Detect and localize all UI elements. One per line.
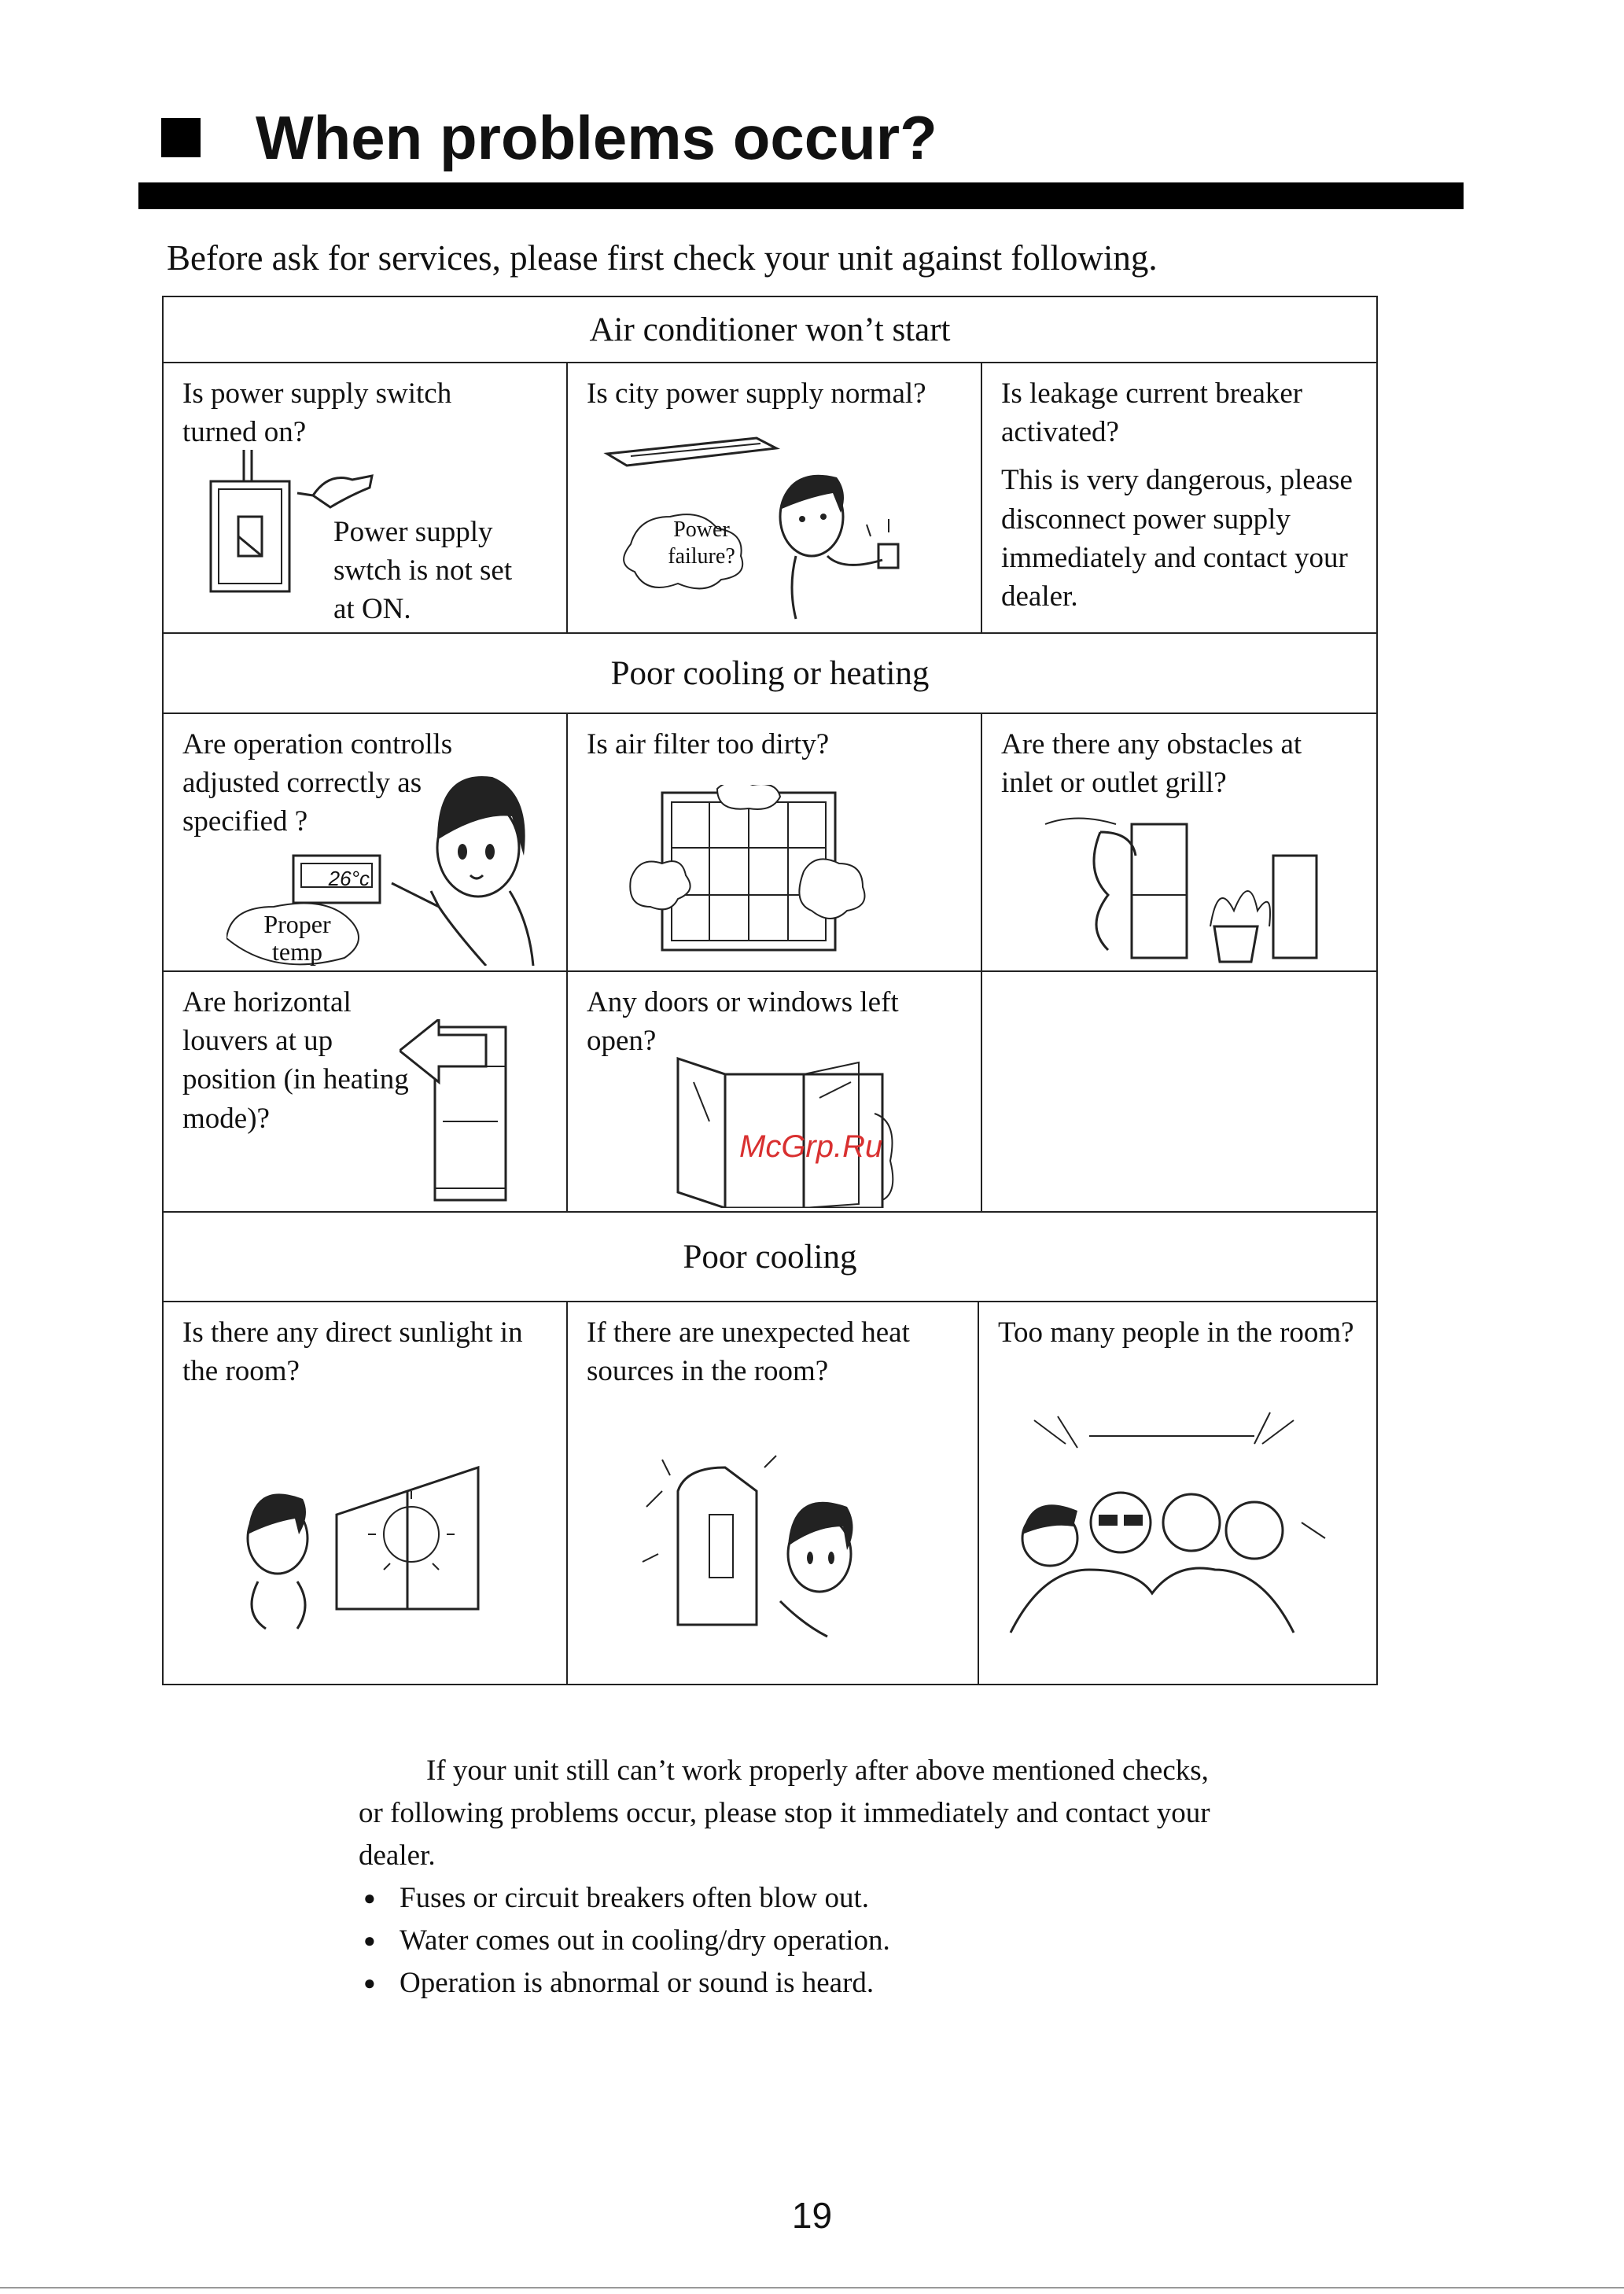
callout-text: Power supply swtch is not set at ON. — [333, 516, 513, 626]
page-title: When problems occur? — [256, 102, 937, 172]
list-item: ● Operation is abnormal or sound is heard. — [359, 1962, 1224, 2005]
watermark-text: McGrp.Ru — [739, 1129, 883, 1164]
title-block — [161, 98, 937, 177]
question-text: Too many people in the room? — [998, 1316, 1354, 1349]
row-poor-cooling-heating-a — [164, 714, 1376, 972]
row-poor-cooling-heating-b — [164, 972, 1376, 1213]
footer-lead: If your unit still can’t work properly after above mentioned checks, or following problems occur, please stop it immediately and contact your dealer. — [359, 1755, 1210, 1872]
cell-city-power — [568, 363, 982, 632]
cell-doors-windows — [568, 972, 982, 1211]
section-header-wont-start: Air conditioner won’t start — [164, 297, 1376, 363]
question-text: Is power supply switch turned on? — [182, 377, 452, 449]
square-bullet-icon — [161, 118, 201, 157]
cell-many-people — [979, 1302, 1379, 1685]
section-header-poor-cooling-heating: Poor cooling or heating — [164, 634, 1376, 714]
cell-heat-sources — [568, 1302, 979, 1685]
page-number: 19 — [791, 2195, 833, 2236]
list-item: ● Water comes out in cooling/dry operation. — [359, 1920, 1224, 1962]
question-text: Is leakage current breaker activated? — [1001, 377, 1303, 449]
cell-leakage-breaker — [982, 363, 1379, 632]
sunlight-window-icon — [234, 1444, 494, 1633]
list-item: ● Fuses or circuit breakers often blow out. — [359, 1877, 1224, 1920]
row-wont-start — [164, 363, 1376, 634]
cell-power-switch — [164, 363, 568, 632]
question-text: Is air filter too dirty? — [587, 728, 830, 760]
cell-obstacles — [982, 714, 1379, 970]
cell-empty — [982, 972, 1379, 1211]
footer-notes — [359, 1750, 1224, 2005]
question-text: Is there any direct sunlight in the room? — [182, 1316, 523, 1388]
bubble-text: Power failure? — [668, 517, 735, 569]
row-poor-cooling — [164, 1302, 1376, 1685]
title-rule — [138, 182, 1464, 209]
troubleshooting-table — [162, 296, 1378, 1685]
question-text: Are horizontal louvers at up position (in heating mode)? — [182, 986, 409, 1135]
power-failure-icon — [599, 426, 945, 623]
question-text: If there are unexpected heat sources in the room? — [587, 1316, 910, 1388]
cell-air-filter — [568, 714, 982, 970]
crowd-icon — [1003, 1405, 1349, 1656]
louver-unit-icon — [400, 1019, 525, 1208]
cell-operation-controls — [164, 714, 568, 970]
section-header-poor-cooling: Poor cooling — [164, 1213, 1376, 1302]
display-text: 26°c — [328, 867, 370, 890]
heater-icon — [631, 1444, 914, 1640]
bubble-text: Proper temp — [263, 910, 331, 967]
dirty-filter-icon — [623, 785, 890, 966]
cell-sunlight — [164, 1302, 568, 1685]
question-text: Any doors or windows left open? — [587, 986, 899, 1058]
obstacle-icon — [1037, 808, 1336, 966]
problem-list — [359, 1877, 1224, 2005]
question-text: Are there any obstacles at inlet or outlet grill? — [1001, 728, 1302, 800]
warning-note: This is very dangerous, please disconnect power supply immediately and contact your dealer. — [1001, 464, 1353, 613]
question-text: Are operation controlls adjusted correctly as specified ? — [182, 728, 453, 838]
scan-edge — [0, 2287, 1624, 2288]
cell-louvers — [164, 972, 568, 1211]
intro-text: Before ask for services, please first check your unit against following. — [167, 238, 1158, 278]
question-text: Is city power supply normal? — [587, 377, 926, 410]
